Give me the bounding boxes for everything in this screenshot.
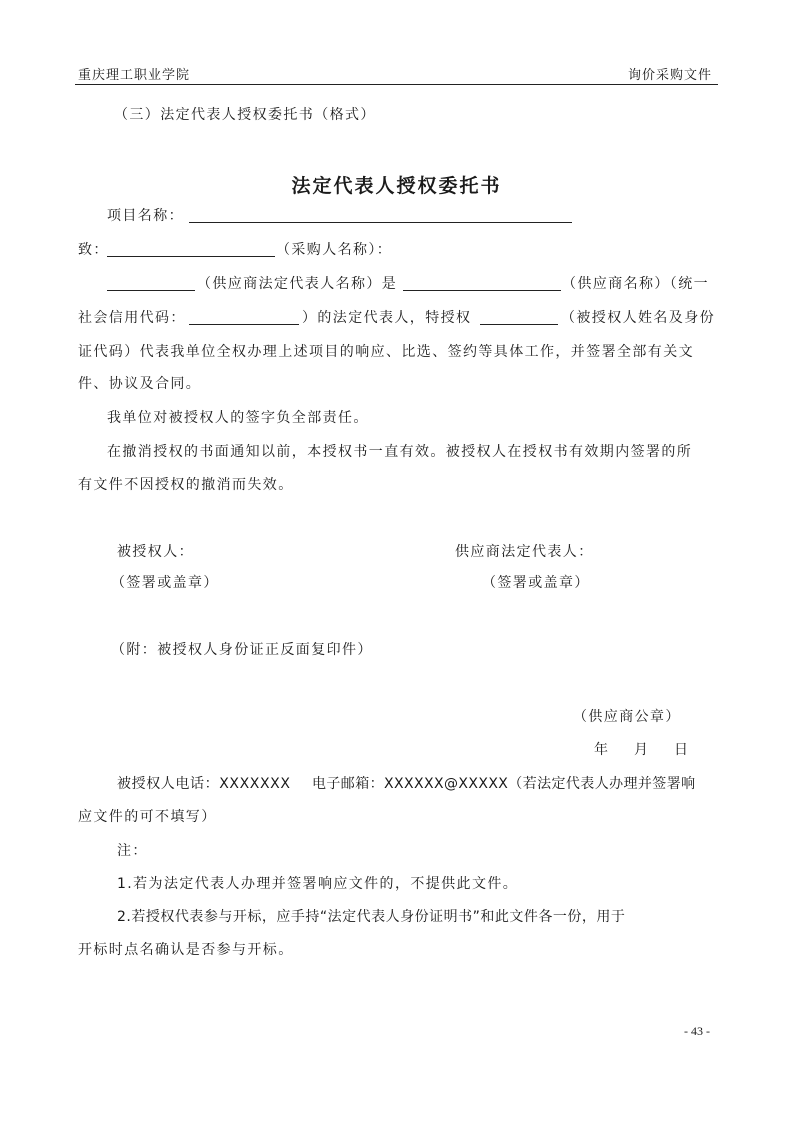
para1-seg1: （供应商法定代表人名称）是: [197, 276, 398, 292]
to-prefix: 致：: [78, 242, 109, 258]
authorized-person-label: 被授权人：: [117, 544, 194, 560]
page-title: 法定代表人授权委托书: [291, 175, 502, 197]
para1-seg5: （被授权人姓名及身份: [561, 310, 715, 326]
notes-label: 注：: [117, 843, 148, 859]
date-day: 日: [674, 742, 690, 758]
header-school-name: 重庆理工职业学院: [78, 68, 191, 83]
para2: 我单位对被授权人的签字负全部责任。: [107, 410, 369, 426]
project-name-blank[interactable]: [189, 207, 572, 223]
legal-rep-sign-note: （签署或盖章）: [482, 575, 590, 591]
legal-rep-label: 供应商法定代表人：: [455, 544, 594, 560]
contact-phone: 被授权人电话：XXXXXXX: [117, 776, 291, 792]
para1-line3: 证代码）代表我单位全权办理上述项目的响应、比选、签约等具体工作，并签署全部有关文: [78, 344, 694, 360]
header-doc-type: 询价采购文件: [628, 68, 713, 83]
para1-seg2: （供应商名称）（统一: [562, 276, 709, 292]
purchaser-name-blank[interactable]: [107, 241, 275, 257]
contact-line2: 应文件的可不填写）: [78, 809, 217, 825]
para3-line2: 有文件不因授权的撤消而失效。: [78, 477, 294, 493]
header-rule: [75, 84, 718, 85]
authorized-sign-note: （签署或盖章）: [111, 575, 219, 591]
para1-seg4: ）的法定代表人，特授权: [302, 310, 472, 326]
contact-email: 电子邮箱：XXXXXX@XXXXX（若法定代表人办理并签署响: [312, 776, 696, 792]
note-2-line1: 2.若授权代表参与开标，应手持“法定代表人身份证明书”和此文件各一份，用于: [117, 909, 626, 925]
to-suffix: （采购人名称）：: [276, 242, 393, 258]
para1-line4: 件、协议及合同。: [78, 376, 202, 392]
section-heading: （三）法定代表人授权委托书（格式）: [114, 107, 376, 123]
attachment-note: （附：被授权人身份证正反面复印件）: [111, 642, 373, 658]
authorized-person-blank[interactable]: [480, 309, 558, 325]
note-2-line2: 开标时点名确认是否参与开标。: [78, 942, 294, 958]
para3-line1: 在撤消授权的书面通知以前，本授权书一直有效。被授权人在授权书有效期内签署的所: [107, 444, 693, 460]
legal-rep-name-blank[interactable]: [107, 275, 195, 291]
page-number: - 43 -: [684, 1024, 710, 1038]
supplier-name-blank[interactable]: [403, 275, 561, 291]
project-name-label: 项目名称：: [107, 208, 184, 224]
note-1: 1.若为法定代表人办理并签署响应文件的，不提供此文件。: [117, 876, 519, 892]
credit-code-blank[interactable]: [189, 309, 299, 325]
date-month: 月: [634, 742, 650, 758]
date-year: 年: [594, 742, 610, 758]
supplier-seal: （供应商公章）: [573, 709, 681, 725]
para1-seg3: 社会信用代码：: [78, 310, 186, 326]
